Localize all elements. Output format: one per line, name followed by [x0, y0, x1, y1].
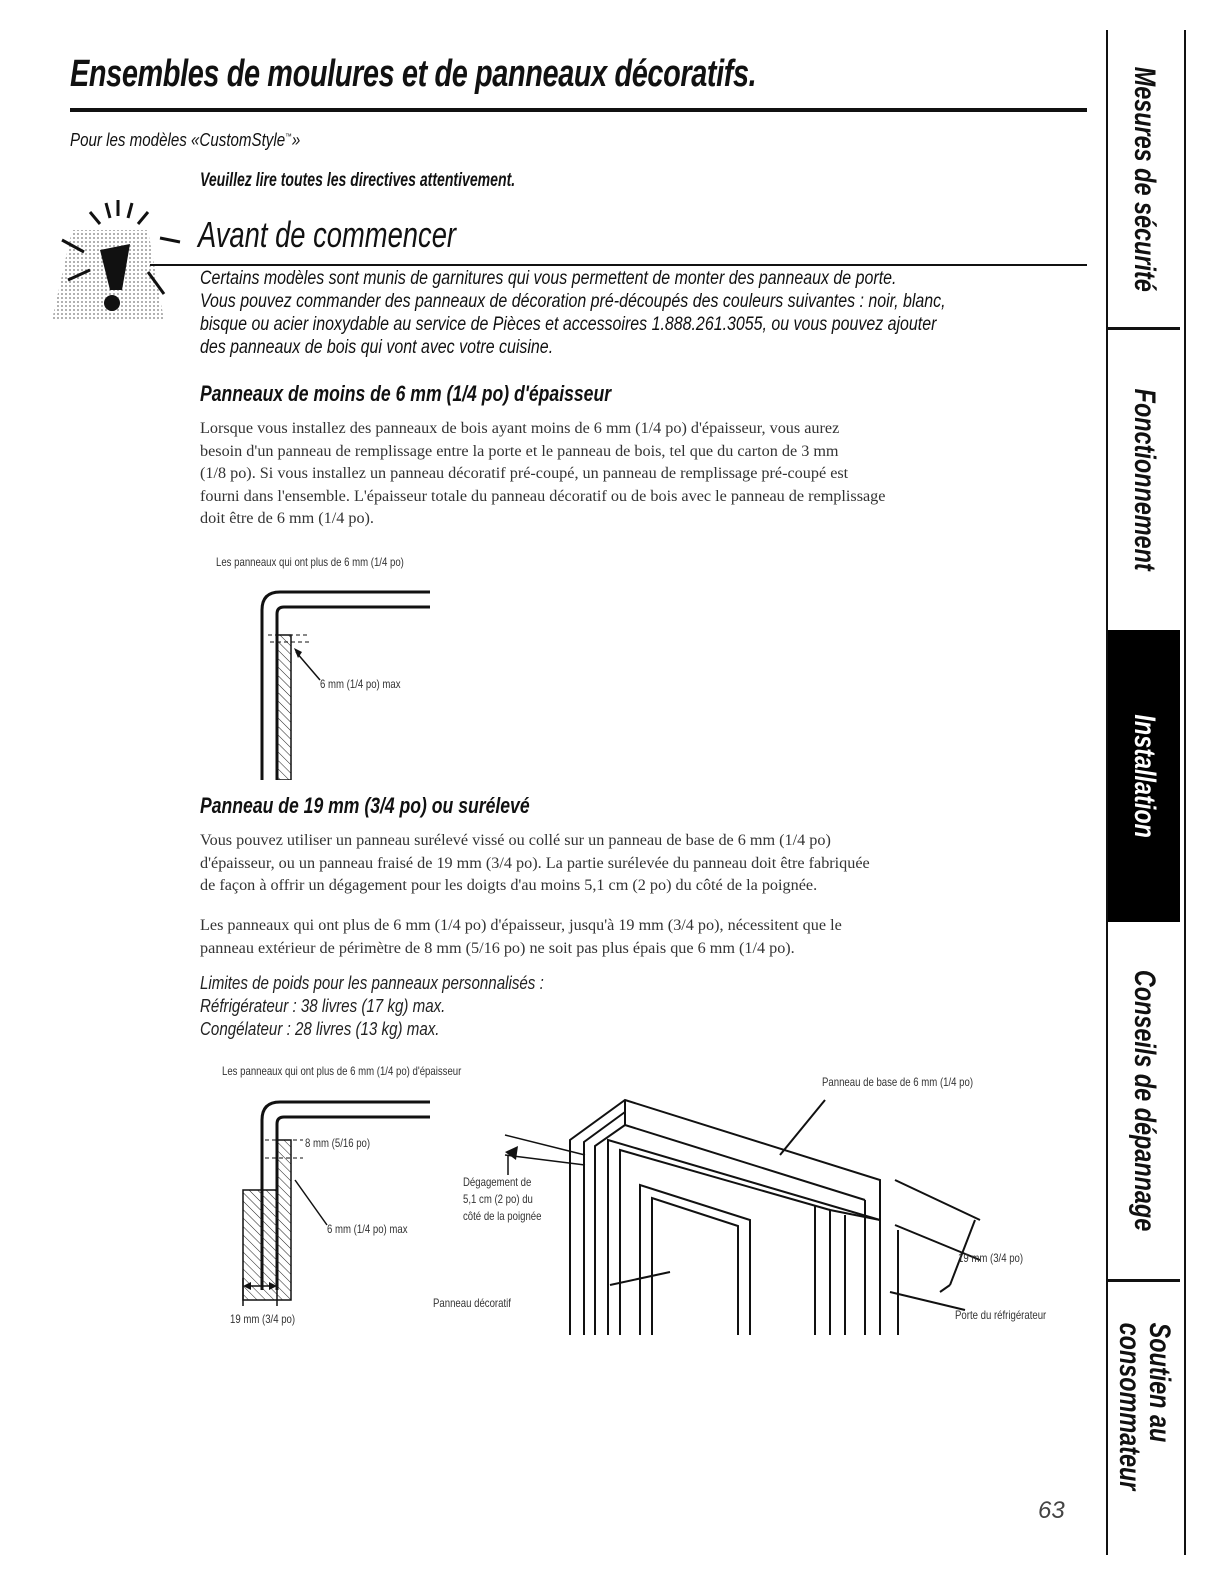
tab-mesures-de-securite[interactable]: Mesures de sécurité: [1128, 66, 1161, 293]
thin-panels-heading: Panneaux de moins de 6 mm (1/4 po) d'épaisseur: [200, 381, 612, 406]
lead-instruction: Veuillez lire toutes les directives attentivement.: [200, 170, 516, 191]
title-rule: [70, 108, 1087, 112]
diagram3-label-door: Porte du réfrigérateur: [955, 1308, 1047, 1322]
tab-soutien-au-consommateur[interactable]: Soutien au consommateur: [1113, 1323, 1176, 1491]
models-subtitle: Pour les modèles «CustomStyle™»: [70, 130, 301, 150]
thick-panels-para2: Les panneaux qui ont plus de 6 mm (1/4 po) d'épaisseur, jusqu'à 19 mm (3/4 po), nécessitent que le panneau extérieur de périmètre de 8 mm (5/16 po) ne soit pas plus épais que 6 mm (1/4 po).: [200, 916, 842, 957]
diagram1-caption: Les panneaux qui ont plus de 6 mm (1/4 po): [216, 555, 404, 569]
thick-panels-para1: Vous pouvez utiliser un panneau surélevé vissé ou collé sur un panneau de base de 6 mm (1/4 po) d'épaisseur, ou un panneau fraisé de 19 mm (3/4 po). La partie surélevée du panneau doit être fabriquée de façon à offrir un dégagement pour les doigts d'au moins 5,1 cm (2 po) du côté de la poignée.: [200, 831, 870, 894]
diagram2-label-19mm: 19 mm (3/4 po): [230, 1312, 296, 1326]
weight-limits: Limites de poids pour les panneaux personnalisés : Réfrigérateur : 38 livres (17 kg) max. Congélateur : 28 livres (13 kg) max.: [200, 973, 544, 1039]
intro-paragraph: Certains modèles sont munis de garnitures qui vous permettent de monter des panneaux de porte. Vous pouvez commander des panneaux de décoration pré-découpés des couleurs suivantes : noir, blanc, bisque ou acier inoxydable au service de Pièces et accessoires 1.888.261.3055, ou vous pouvez ajouter des panneaux de bois qui vont avec votre cuisine.: [200, 268, 946, 358]
diagram1-label: 6 mm (1/4 po) max: [320, 677, 401, 691]
page-number: 63: [1038, 1497, 1065, 1524]
diagram3-label-clear-2: 5,1 cm (2 po) du: [463, 1192, 533, 1206]
page-title: Ensembles de moulures et de panneaux décoratifs.: [70, 53, 757, 95]
thin-panels-body: Lorsque vous installez des panneaux de bois ayant moins de 6 mm (1/4 po) d'épaisseur, vous aurez besoin d'un panneau de remplissage entre la porte et le panneau de bois, tel que du carton de 3 mm (1/8 po). Si vous installez un panneau décoratif pré-coupé, un panneau de remplissage pré-coupé est fourni dans l'ensemble. L'épaisseur totale du panneau décoratif ou de bois avec le panneau de remplissage doit être de 6 mm (1/4 po).: [200, 419, 886, 527]
diagram3-label-base: Panneau de base de 6 mm (1/4 po): [822, 1075, 974, 1089]
diagram3-label-decor: Panneau décoratif: [433, 1296, 511, 1310]
diagram2-label-6mm: 6 mm (1/4 po) max: [327, 1222, 408, 1236]
thick-panels-heading: Panneau de 19 mm (3/4 po) ou surélevé: [200, 793, 530, 818]
tab-fonctionnement[interactable]: Fonctionnement: [1128, 388, 1161, 571]
tab-conseils-de-depannage[interactable]: Conseils de dépannage: [1128, 969, 1161, 1232]
diagram3-label-clear-1: Dégagement de: [463, 1175, 532, 1189]
diagram3-label-clear-3: côté de la poignée: [463, 1209, 542, 1223]
warning-icon: [52, 200, 187, 320]
diagram3-label-19mm: 19 mm (3/4 po): [958, 1251, 1024, 1265]
tab-installation[interactable]: Installation: [1108, 630, 1180, 922]
diagram2-label-8mm: 8 mm (5/16 po): [305, 1136, 371, 1150]
section-heading: Avant de commencer: [198, 214, 457, 255]
section-rule: [150, 264, 1087, 266]
diagram2-caption: Les panneaux qui ont plus de 6 mm (1/4 po) d'épaisseur: [222, 1064, 462, 1078]
